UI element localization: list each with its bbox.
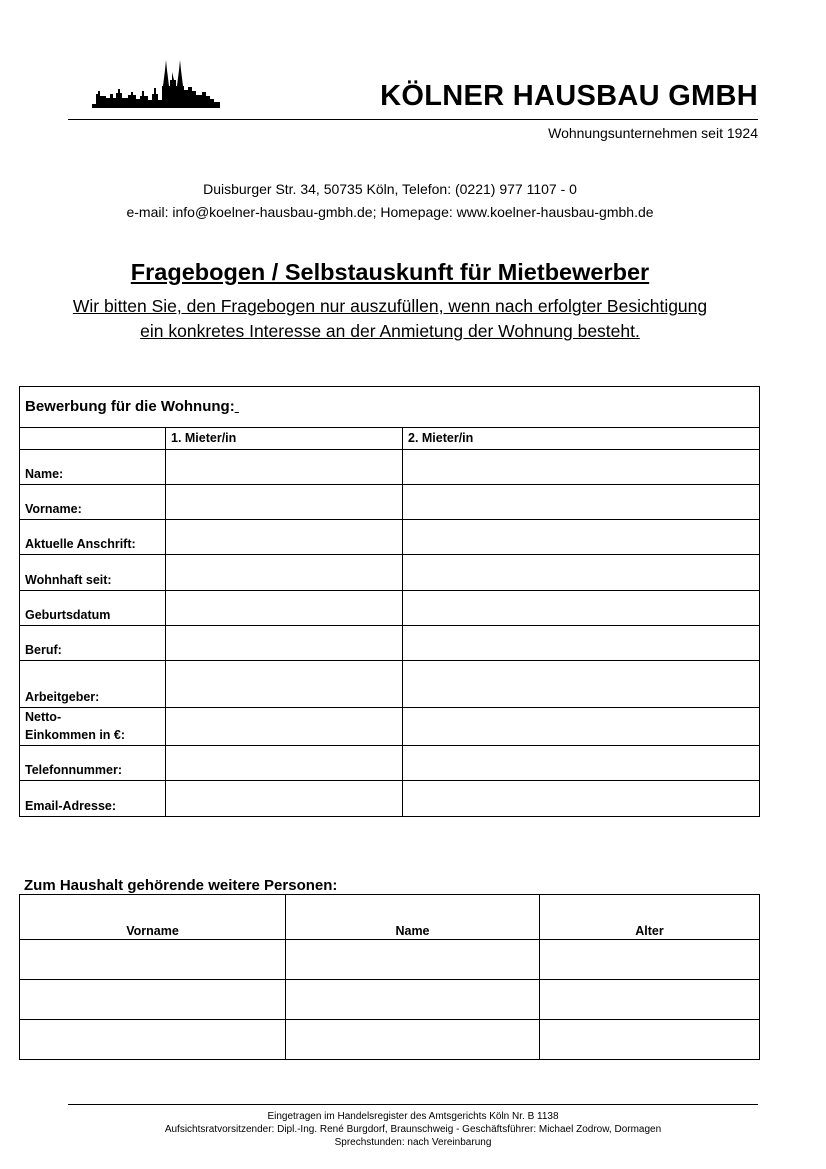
page-title: Fragebogen / Selbstauskunft für Mietbewerber xyxy=(130,259,650,285)
wohnhaft-seit-tenant-2-field[interactable] xyxy=(403,555,760,591)
arbeitgeber-tenant-1-field[interactable] xyxy=(166,661,403,708)
household-table xyxy=(19,894,760,1060)
row-label-name: Name: xyxy=(20,450,166,485)
household-vorname-field[interactable] xyxy=(20,940,286,980)
email-tenant-1-field[interactable] xyxy=(166,781,403,817)
form-row-geburtsdatum xyxy=(20,591,760,626)
geburtsdatum-tenant-1-field[interactable] xyxy=(166,591,403,626)
footer-register: Eingetragen im Handelsregister des Amtsgerichts Köln Nr. B 1138 xyxy=(267,1111,559,1122)
company-since: Wohnungsunternehmen seit 1924 xyxy=(548,125,758,141)
household-name-field[interactable] xyxy=(286,980,540,1020)
form-row-einkommen xyxy=(20,708,760,746)
apartment-label: Bewerbung für die Wohnung: xyxy=(20,387,760,428)
row-label-telefon: Telefonnummer: xyxy=(20,746,166,781)
header-divider xyxy=(68,119,758,120)
household-vorname-field[interactable] xyxy=(20,1020,286,1060)
household-row xyxy=(20,1020,760,1060)
geburtsdatum-tenant-2-field[interactable] xyxy=(403,591,760,626)
row-label-anschrift: Aktuelle Anschrift: xyxy=(20,520,166,555)
cologne-skyline-icon xyxy=(92,58,220,108)
row-label-wohnhaft-seit: Wohnhaft seit: xyxy=(20,555,166,591)
contact-email: e-mail: info@koelner-hausbau-gmbh.de; Homepage: www.koelner-hausbau-gmbh.de xyxy=(126,204,654,220)
household-name-field[interactable] xyxy=(286,1020,540,1060)
anschrift-tenant-1-field[interactable] xyxy=(166,520,403,555)
applicant-form-table xyxy=(19,386,760,817)
telefon-tenant-2-field[interactable] xyxy=(403,746,760,781)
household-column-vorname: Vorname xyxy=(20,895,286,940)
footer-divider xyxy=(68,1104,758,1105)
row-label-geburtsdatum: Geburtsdatum xyxy=(20,591,166,626)
anschrift-tenant-2-field[interactable] xyxy=(403,520,760,555)
household-header-row xyxy=(20,895,760,940)
company-name: KÖLNER HAUSBAU GMBH xyxy=(380,80,758,112)
household-column-name: Name xyxy=(286,895,540,940)
einkommen-tenant-2-field[interactable] xyxy=(403,708,760,746)
household-alter-field[interactable] xyxy=(540,980,760,1020)
telefon-tenant-1-field[interactable] xyxy=(166,746,403,781)
subtitle-line-1: Wir bitten Sie, den Fragebogen nur auszufüllen, wenn nach erfolgter Besichtigung xyxy=(72,296,708,316)
subtitle-line-2: ein konkretes Interesse an der Anmietung der Wohnung besteht. xyxy=(140,321,640,341)
column-header-tenant-2: 2. Mieter/in xyxy=(403,428,760,450)
household-alter-field[interactable] xyxy=(540,940,760,980)
arbeitgeber-tenant-2-field[interactable] xyxy=(403,661,760,708)
row-label-beruf: Beruf: xyxy=(20,626,166,661)
email-tenant-2-field[interactable] xyxy=(403,781,760,817)
beruf-tenant-1-field[interactable] xyxy=(166,626,403,661)
vorname-tenant-2-field[interactable] xyxy=(403,485,760,520)
row-label-arbeitgeber: Arbeitgeber: xyxy=(20,661,166,708)
column-header-row xyxy=(20,428,760,450)
footer-management: Aufsichtsratvorsitzender: Dipl.-Ing. René Burgdorf, Braunschweig - Geschäftsführer: Michael Zodrow, Dormagen xyxy=(164,1124,662,1135)
apartment-row xyxy=(20,387,760,428)
row-label-einkommen-line-1: Netto- xyxy=(25,710,62,724)
footer-office-hours: Sprechstunden: nach Vereinbarung xyxy=(334,1137,492,1148)
name-tenant-2-field[interactable] xyxy=(403,450,760,485)
form-row-wohnhaft-seit xyxy=(20,555,760,591)
form-row-beruf xyxy=(20,626,760,661)
row-label-vorname: Vorname: xyxy=(20,485,166,520)
form-row-anschrift xyxy=(20,520,760,555)
contact-address: Duisburger Str. 34, 50735 Köln, Telefon: (0221) 977 1107 - 0 xyxy=(203,181,577,197)
household-alter-field[interactable] xyxy=(540,1020,760,1060)
household-column-alter: Alter xyxy=(540,895,760,940)
column-header-empty xyxy=(20,428,166,450)
form-row-arbeitgeber xyxy=(20,661,760,708)
household-heading: Zum Haushalt gehörende weitere Personen: xyxy=(24,877,338,894)
form-row-telefon xyxy=(20,746,760,781)
row-label-einkommen-line-2: Einkommen in €: xyxy=(25,728,126,742)
household-vorname-field[interactable] xyxy=(20,980,286,1020)
wohnhaft-seit-tenant-1-field[interactable] xyxy=(166,555,403,591)
household-row xyxy=(20,980,760,1020)
vorname-tenant-1-field[interactable] xyxy=(166,485,403,520)
name-tenant-1-field[interactable] xyxy=(166,450,403,485)
form-row-email xyxy=(20,781,760,817)
household-row xyxy=(20,940,760,980)
einkommen-tenant-1-field[interactable] xyxy=(166,708,403,746)
form-row-vorname xyxy=(20,485,760,520)
column-header-tenant-1: 1. Mieter/in xyxy=(166,428,403,450)
form-row-name xyxy=(20,450,760,485)
beruf-tenant-2-field[interactable] xyxy=(403,626,760,661)
row-label-email: Email-Adresse: xyxy=(20,781,166,817)
row-label-einkommen xyxy=(20,708,166,746)
household-name-field[interactable] xyxy=(286,940,540,980)
